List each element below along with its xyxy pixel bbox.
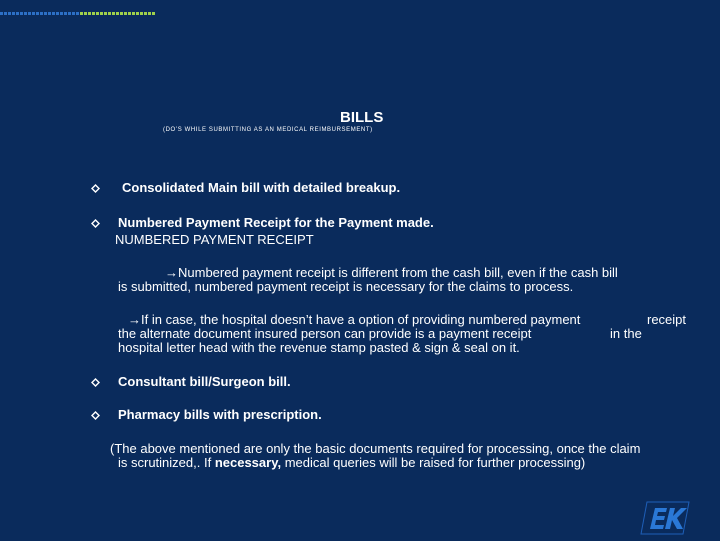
note-alternate-line-3: hospital letter head with the revenue stamp pasted & sign & seal on it. bbox=[118, 340, 520, 355]
strip-dot bbox=[72, 12, 75, 15]
strip-dot bbox=[20, 12, 23, 15]
strip-dot bbox=[152, 12, 155, 15]
list-item-pharmacy-bills: Pharmacy bills with prescription. bbox=[118, 407, 322, 422]
strip-dot bbox=[36, 12, 39, 15]
strip-dot bbox=[0, 12, 3, 15]
strip-dot bbox=[16, 12, 19, 15]
strip-dot bbox=[60, 12, 63, 15]
diamond-bullet-icon bbox=[91, 411, 100, 420]
strip-dot bbox=[28, 12, 31, 15]
strip-dot bbox=[8, 12, 11, 15]
note-alternate-line-1-end: receipt bbox=[647, 312, 687, 327]
strip-dot bbox=[56, 12, 59, 15]
list-item-main-bill: Consolidated Main bill with detailed breakup. bbox=[122, 180, 401, 195]
strip-dot bbox=[112, 12, 115, 15]
strip-dot bbox=[140, 12, 143, 15]
strip-dot bbox=[92, 12, 95, 15]
strip-dot bbox=[96, 12, 99, 15]
strip-dot bbox=[116, 12, 119, 15]
note-receipt-line-2: is submitted, numbered payment receipt is necessary for the claims to process. bbox=[118, 279, 574, 294]
strip-dot bbox=[132, 12, 135, 15]
company-logo-icon bbox=[639, 500, 691, 541]
page-subtitle: (DO’S WHILE SUBMITTING AS AN MEDICAL REIMBURSEMENT) bbox=[163, 127, 373, 133]
diamond-bullet-icon bbox=[91, 184, 100, 193]
diamond-bullet-icon bbox=[91, 219, 100, 228]
strip-dot bbox=[124, 12, 127, 15]
strip-dot bbox=[128, 12, 131, 15]
page-title: BILLS bbox=[340, 109, 384, 126]
strip-dot bbox=[136, 12, 139, 15]
diamond-bullet-icon bbox=[91, 378, 100, 387]
strip-dot bbox=[84, 12, 87, 15]
strip-dot bbox=[148, 12, 151, 15]
strip-dot bbox=[68, 12, 71, 15]
strip-dot bbox=[44, 12, 47, 15]
arrow-right-icon: → bbox=[128, 312, 141, 327]
strip-dot bbox=[24, 12, 27, 15]
strip-dot bbox=[64, 12, 67, 15]
strip-dot bbox=[120, 12, 123, 15]
arrow-right-icon: → bbox=[165, 265, 178, 280]
footer-note-line-1: (The above mentioned are only the basic documents required for processing, once the claim bbox=[110, 441, 641, 456]
strip-dot bbox=[108, 12, 111, 15]
strip-dot bbox=[52, 12, 55, 15]
strip-dot bbox=[32, 12, 35, 15]
note-alternate-line-2-end: in the bbox=[610, 326, 642, 341]
note-receipt-line-1: →Numbered payment receipt is different from the cash bill, even if the cash bill bbox=[165, 265, 618, 280]
footer-note-line-2: is scrutinized,. If necessary, medical queries will be raised for further processing) bbox=[118, 455, 586, 470]
strip-dot bbox=[104, 12, 107, 15]
list-item-consultant-bill: Consultant bill/Surgeon bill. bbox=[118, 374, 291, 389]
strip-dot bbox=[40, 12, 43, 15]
decorative-dot-strip bbox=[0, 12, 156, 16]
strip-dot bbox=[12, 12, 15, 15]
note-alternate-line-1: →If in case, the hospital doesn’t have a option of providing numbered payment bbox=[128, 312, 581, 327]
strip-dot bbox=[144, 12, 147, 15]
strip-dot bbox=[88, 12, 91, 15]
strip-dot bbox=[76, 12, 79, 15]
strip-dot bbox=[80, 12, 83, 15]
strip-dot bbox=[4, 12, 7, 15]
strip-dot bbox=[100, 12, 103, 15]
list-item-payment-receipt-heading: NUMBERED PAYMENT RECEIPT bbox=[115, 232, 314, 247]
strip-dot bbox=[48, 12, 51, 15]
note-alternate-line-2: the alternate document insured person can provide is a payment receipt bbox=[118, 326, 532, 341]
list-item-payment-receipt: Numbered Payment Receipt for the Payment made. bbox=[118, 215, 434, 230]
